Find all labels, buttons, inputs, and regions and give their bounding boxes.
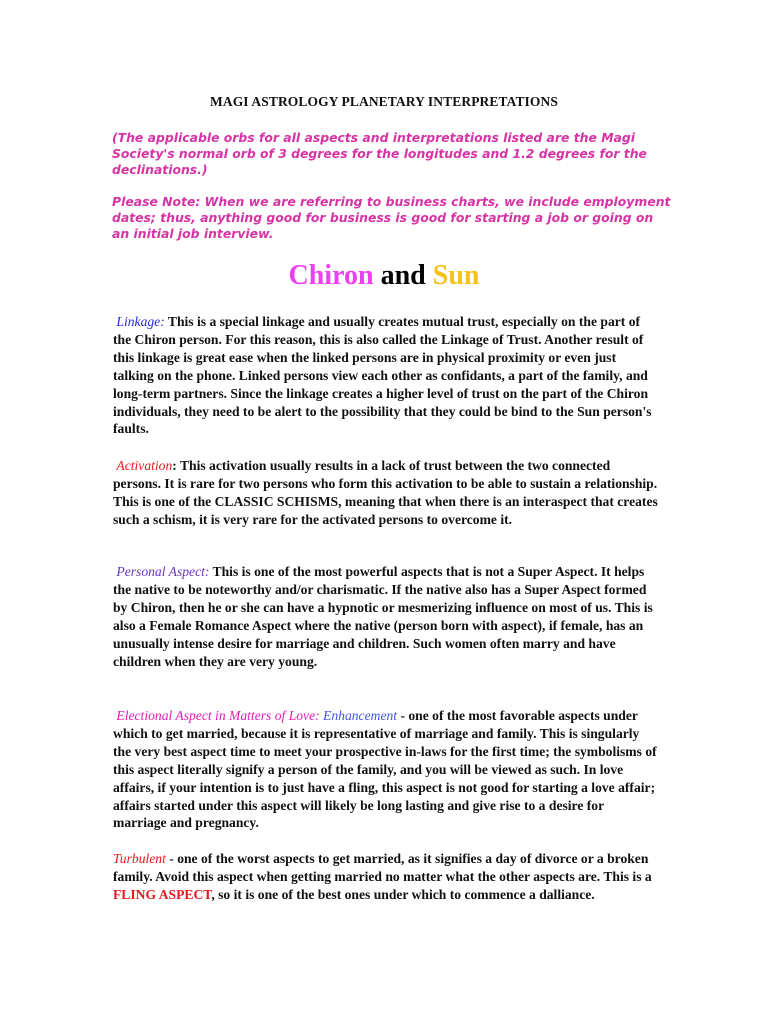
personal-aspect-text: This is one of the most powerful aspects that is not a Super Aspect. It helps the native to be noteworthy and/or charismatic. If the native also has a Super Aspect formed by Chiron, then he or she can have a hypnotic or mesmerizing influence on most of us. This is also a Female Romance Aspect where the native (person born with aspect), if female, has an unusually intense desire for marriage and children. Such women often marry and have children when they are very young. — [113, 564, 653, 669]
electional-paragraph — [113, 707, 658, 832]
heading-chiron: Chiron — [288, 260, 374, 291]
heading-and: and — [373, 260, 433, 291]
fling-aspect-label: FLING ASPECT — [113, 886, 212, 902]
enhancement-label: Enhancement — [323, 708, 398, 723]
linkage-label: Linkage: — [116, 314, 165, 329]
personal-aspect-label: Personal Aspect: — [116, 564, 210, 579]
activation-text: : This activation usually results in a lack of trust between the two connected persons. It is rare for two persons who form this activation to be able to sustain a relationship. This is one of the CLASSIC SCHISMS, meaning that when there is an interaspect that creates such a schism, it is very rare for the activated persons to overcome it. — [113, 458, 658, 527]
electional-colon: : — [315, 708, 324, 723]
turbulent-paragraph — [113, 850, 658, 904]
enhancement-text: - one of the most favorable aspects under which to get married, because it is representative of marriage and family. This is singularly the very best aspect time to meet your prospective in-laws for the first time; the symbolisms of this aspect literally signify a person of the family, and you will be viewed as such. In love affairs, if your intention is to just have a fling, this aspect is not good for starting a love affair; affairs started under this aspect will likely be long lasting and give rise to a desire for marriage and pregnancy. — [113, 708, 657, 831]
activation-label: Activation — [116, 458, 173, 473]
business-note: Please Note: When we are referring to business charts, we include employment dates; thus, anything good for business is good for starting a job or going on an initial job interview. — [112, 194, 671, 241]
activation-paragraph — [113, 457, 658, 529]
electional-label: Electional Aspect in Matters of Love — [116, 708, 316, 723]
document-title: MAGI ASTROLOGY PLANETARY INTERPRETATIONS — [210, 94, 558, 109]
linkage-paragraph — [113, 313, 658, 438]
turbulent-label: Turbulent — [113, 851, 166, 866]
turbulent-text-after: , so it is one of the best ones under which to commence a dalliance. — [211, 886, 595, 902]
linkage-text: This is a special linkage and usually creates mutual trust, especially on the part of the Chiron person. For this reason, this is also called the Linkage of Trust. Another result of this linkage is great ease when the linked persons are in physical proximity or even just talking on the phone. Linked persons view each other as confidants, a part of the family, and long-term partners. Since the linkage creates a higher level of trust on the part of the Chiron individuals, they need to be alert to the possibility that they could be bind to the Sun person's faults. — [113, 314, 652, 437]
turbulent-text-before: - one of the worst aspects to get married, as it signifies a day of divorce or a broken family. Avoid this aspect when getting married no matter what the other aspects are. This is a — [113, 851, 652, 884]
personal-aspect-paragraph — [113, 563, 658, 670]
orbs-note: (The applicable orbs for all aspects and interpretations listed are the Magi Society's normal orb of 3 degrees for the longitudes and 1.2 degrees for the declinations.) — [112, 130, 647, 177]
heading-sun: Sun — [432, 260, 480, 291]
section-heading — [0, 258, 768, 294]
